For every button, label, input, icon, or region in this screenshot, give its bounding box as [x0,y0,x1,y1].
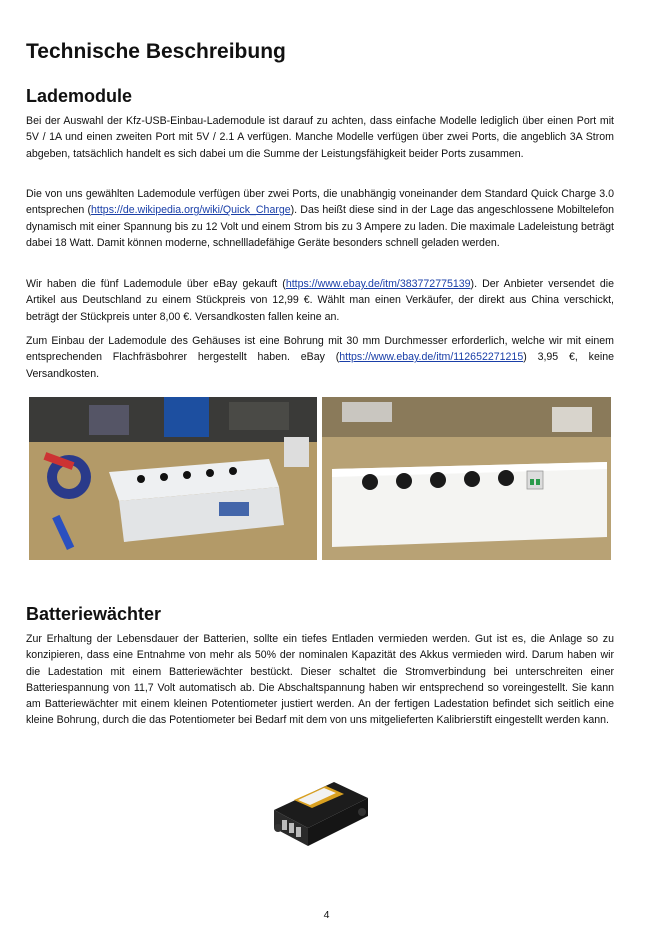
photo-workbench-assembly [29,397,317,560]
text-span: Zum Einbau der Lademodule des Gehäuses ist eine Bohrung mit 30 mm Durchmesser erforderlich, welche wir mit einem entsprechenden Flachfräsbohrer hergestellt haben. eBay ( [26,335,614,364]
text-span: Wir haben die fünf Lademodule über eBay gekauft ( [26,278,286,290]
text-span: ). Der Anbieter versendet die Artikel aus Deutschland zu einem Stückpreis von 12,99 €. Wählt man einen Verkäufer, der direkt aus China verschickt, beträgt der Stückpreis unter 8,00 €. Versandkosten fallen keine an. [26,278,614,323]
ebay-lademodule-link[interactable]: https://www.ebay.de/itm/383772775139 [285,278,471,290]
text-span: Die von uns gewählten Lademodule verfügen über zwei Ports, die unabhängig voneinander dem Standard Quick Charge 3.0 entsprechen ( [26,188,614,217]
photo-finished-housing [322,397,611,560]
paragraph-batteriewaechter-1: Zur Erhaltung der Lebensdauer der Batterien, sollte ein tiefes Entladen vermieden werden. Gut ist es, die Anlage so zu konzipieren, dass eine Entnahme von mehr als 50% der nominalen Kapazität des Akkus vermieden wird. Darum haben wir die Ladestation mit einem Batteriewächter bestückt. Dieser schaltet die Stromverbindung bei unterschreiten einer Batteriespannung von 11,7 Volt automatisch ab. Die Abschaltspannung haben wir entsprechend so voreingestellt. Sie kann am Batteriewächter mit einem kleinen Potentiometer justiert werden. An der fertigen Ladestation befindet sich seitlich eine kleine Bohrung, durch die das Potentiometer bei Bedarf mit dem von uns mitgelieferten Kalibrierstift eingestellt werden kann. [26,633,614,727]
paragraph-lademodule-1: Bei der Auswahl der Kfz-USB-Einbau-Lademodule ist darauf zu achten, dass einfache Modelle lediglich über einen Port mit 5V / 1A und einen zweiten Port mit 5V / 2.1 A verfügen. Manche Modelle verfügen über zwei Ports, die angeblich 3A Strom abgeben, tatsächlich handelt es sich dabei um die Summe der Leistungsfähigkeit beider Ports zusammen. [26,115,614,160]
section-heading-lademodule: Lademodule [26,86,133,106]
wikipedia-quick-charge-link[interactable]: https://de.wikipedia.org/wiki/Quick_Charge [91,204,291,217]
photo-battery-guard [264,770,372,854]
battery-guard-image [264,770,372,854]
finished-housing-image [322,397,611,560]
workbench-assembly-image [29,397,317,560]
page-number: 4 [323,909,330,921]
ebay-flachfraesbohrer-link[interactable]: https://www.ebay.de/itm/112652271215 [339,351,524,364]
paragraph-lademodule-4 [26,333,614,382]
text-span: ) 3,95 €, keine Versandkosten. [26,351,615,380]
paragraph-lademodule-2 [26,186,614,251]
text-span: ). Das heißt diese sind in der Lage das angeschlossene Mobiltelefon dynamisch mit einer Spannung bis zu 12 Volt und einem Strom bis zu 3 Ampere zu laden. Die maximale Ladeleistung beträgt dabei 18 Watt. Damit können moderne, schnellladefähige Geräte besonders schnell geladen werden. [26,204,615,249]
section-heading-batteriewaechter: Batteriewächter [26,604,162,624]
page-title: Technische Beschreibung [26,40,286,63]
paragraph-lademodule-3 [26,276,614,325]
